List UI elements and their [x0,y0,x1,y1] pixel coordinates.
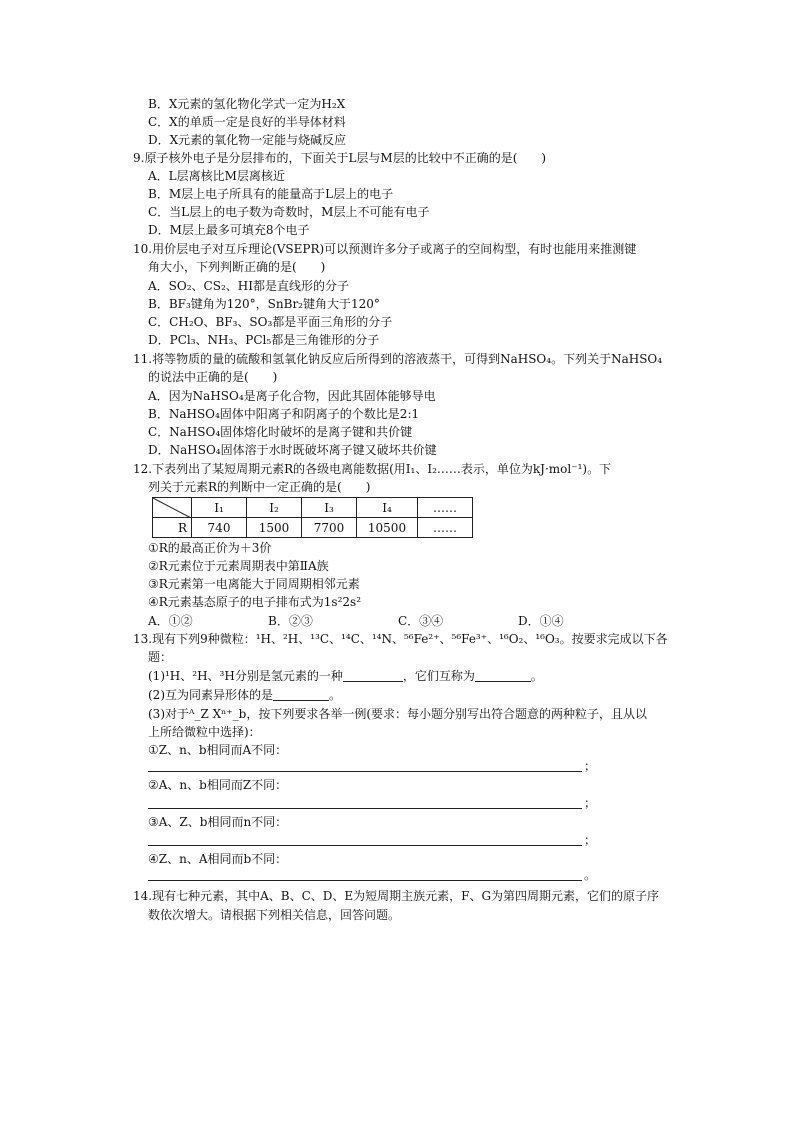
q10-stem-line2: 角大小，下列判断正确的是( ) [148,260,326,274]
q10-option-d: D．PCl₃、NH₃、PCl₅都是三角锥形的分子 [148,333,380,347]
q11-option-b: B．NaHSO₄固体中阳离子和阴离子的个数比是2:1 [148,407,420,421]
cell-i3: 7700 [302,518,357,538]
q9-option-b: B．M层上电子所具有的能量高于L层上的电子 [148,187,394,201]
q10-option-c: C．CH₂O、BF₃、SO₃都是平面三角形的分子 [148,315,393,329]
q9-option-a: A．L层离核比M层离核近 [148,169,285,183]
q12-choice-a: A．①② [148,614,193,628]
q12-statement-4: ④R元素基态原子的电子排布式为1s²2s² [148,595,362,609]
answer-line-3-end: ； [584,833,597,847]
answer-line-4-end: 。 [584,868,597,882]
q11-stem-line1: 11.将等物质的量的硫酸和氢氧化钠反应后所得到的溶液蒸干，可得到NaHSO₄。下列关于NaHSO₄ [133,352,663,366]
q13-part3-line1: (3)对于ᴬ_Z Xⁿ⁺_b，按下列要求各举一例(要求：每小题分别写出符合题意的两种粒子，且从以 [148,707,648,721]
q12-stem-line2: 列关于元素R的判断中一定正确的是( ) [148,480,371,494]
cell-i2: 1500 [247,518,302,538]
q11-stem-line2: 的说法中正确的是( ) [148,370,278,384]
q10-option-a: A．SO₂、CS₂、HI都是直线形的分子 [148,279,349,293]
q13-sub-4-label: ④Z、n、A相同而b不同： [148,852,288,866]
q8-option-c: C．X的单质一定是良好的半导体材料 [148,115,346,129]
q14-stem-line2: 数依次增大。请根据下列相关信息，回答问题。 [148,908,401,922]
answer-line-4[interactable] [148,880,582,881]
answer-line-2-end: ； [584,796,597,810]
answer-blank-1[interactable] [343,669,403,682]
answer-line-3[interactable] [148,845,582,846]
ionization-energy-table [152,497,473,538]
q12-choice-c: C．③④ [398,614,444,628]
q10-option-b: B．BF₃键角为120°，SnBr₂键角大于120° [148,297,380,311]
q13-part1-text-b: ，它们互称为 [402,669,475,683]
answer-line-1[interactable] [148,771,582,772]
q13-part1 [148,667,543,685]
q13-sub-3-label: ③A、Z、b相同而n不同： [148,815,288,829]
q14-stem-line1: 14.现有七种元素，其中A、B、C、D、E为短周期主族元素，F、G为第四周期元素，它们的原子序 [133,889,660,903]
answer-blank-2[interactable] [475,669,531,682]
q12-choice-d: D．①④ [518,614,564,628]
cell-i1: 740 [192,518,247,538]
table-corner-cell [153,498,192,518]
table-row [153,518,473,538]
q10-stem-line1: 10.用价层电子对互斥理论(VSEPR)可以预测许多分子或离子的空间构型，有时也能用来推测键 [133,242,637,256]
q13-stem-line1: 13.现有下列9种微粒：¹H、²H、¹³C、¹⁴C、¹⁴N、⁵⁶Fe²⁺、⁵⁶Fe³⁺、¹⁶O₂、¹⁶O₃。按要求完成以下各 [133,632,668,646]
q13-part1-text-c: 。 [530,669,543,683]
diagonal-line-icon [153,498,191,518]
q9-option-c: C．当L层上的电子数为奇数时，M层上不可能有电子 [148,205,430,219]
q8-option-b: B．X元素的氢化物化学式一定为H₂X [148,97,346,111]
header-i4: I₄ [357,498,418,518]
q13-sub-2-label: ②A、n、b相同而Z不同： [148,778,288,792]
answer-line-2[interactable] [148,808,582,809]
q12-statement-3: ③R元素第一电离能大于同周期相邻元素 [148,577,360,591]
q13-stem-line2: 题： [148,650,173,664]
header-i1: I₁ [192,498,247,518]
cell-i4: 10500 [357,518,418,538]
q11-option-d: D．NaHSO₄固体溶于水时既破坏离子键又破坏共价键 [148,443,437,457]
q13-part3-line2: 上所给微粒中选择)： [148,725,261,739]
cell-more: …… [418,518,473,538]
q12-choice-b: B．②③ [268,614,313,628]
q12-stem-line1: 12.下表列出了某短周期元素R的各级电离能数据(用I₁、I₂……表示，单位为kJ·mol⁻¹)。下 [133,462,612,476]
q8-option-d: D．X元素的氧化物一定能与烧碱反应 [148,133,347,147]
q13-part2 [148,686,341,704]
answer-blank-3[interactable] [273,688,329,701]
q9-stem: 9.原子核外电子是分层排布的，下面关于L层与M层的比较中不正确的是( ) [133,151,547,165]
q11-option-c: C．NaHSO₄固体熔化时破坏的是离子键和共价键 [148,425,413,439]
header-more: …… [418,498,473,518]
answer-line-1-end: ； [584,759,597,773]
q13-sub-1-label: ①Z、n、b相同而A不同： [148,743,288,757]
q13-part2-text-a: (2)互为同素异形体的是 [148,688,273,702]
row-label-r: R [153,518,192,538]
q13-part1-text-a: (1)¹H、²H、³H分别是氢元素的一种 [148,669,343,683]
q12-statement-2: ②R元素位于元素周期表中第ⅡA族 [148,559,329,573]
q11-option-a: A．因为NaHSO₄是离子化合物，因此其固体能够导电 [148,389,436,403]
header-i3: I₃ [302,498,357,518]
table-header-row [153,498,473,518]
q12-statement-1: ①R的最高正价为＋3价 [148,541,272,555]
q9-option-d: D．M层上最多可填充8个电子 [148,223,310,237]
q13-part2-text-b: 。 [329,688,342,702]
header-i2: I₂ [247,498,302,518]
